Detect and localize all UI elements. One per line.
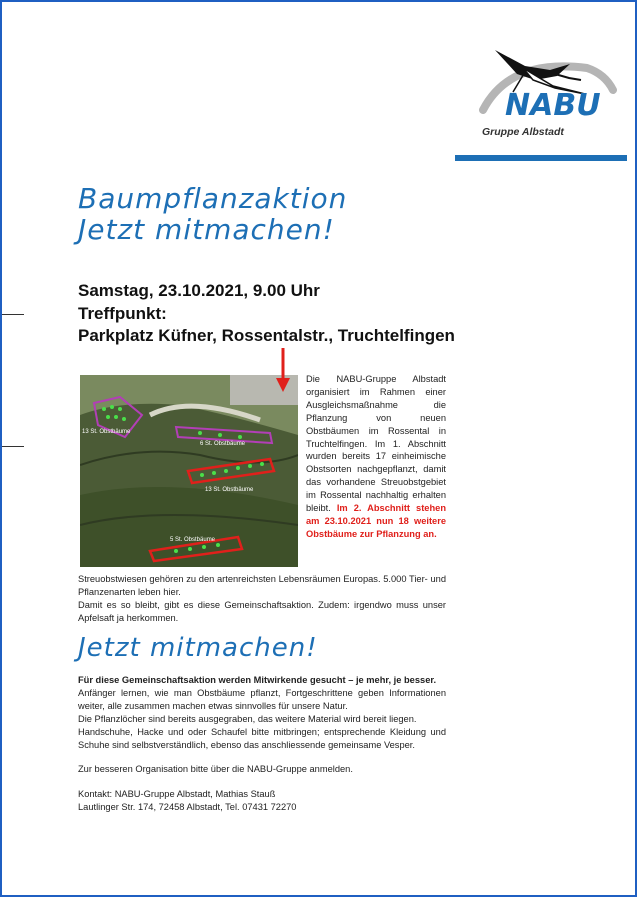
logo-wordmark: NABU [505,88,601,123]
logo-band [455,155,627,161]
map-label: 5 St. Obstbäume [170,537,216,543]
headline [78,183,347,245]
body-text [78,573,446,625]
map-label: 13 St. Obstbäume [205,487,254,493]
section-text [78,674,446,814]
headline-line-2: Jetzt mitmachen! [78,213,335,246]
contact-line-1: Kontakt: NABU-Gruppe Albstadt, Mathias Stauß [78,789,276,800]
section-paragraph-3: Handschuhe, Hacke und oder Schaufel bitte mitbringen; entsprechende Kleidung und Schuhe sind selbstverständlich, ebenso das anschliessende gemeinsame Vesper. [78,726,446,750]
body-paragraph-1: Streuobstwiesen gehören zu den artenreichsten Lebensräumen Europas. 5.000 Tier- und Pflanzenarten leben hier. [78,574,446,597]
intro-text [306,373,446,541]
crop-mark [2,446,24,447]
red-arrow-icon [276,348,290,392]
contact-line-2: Lautlinger Str. 174, 72458 Albstadt, Tel. 07431 72270 [78,802,297,813]
section-headline: Jetzt mitmachen! [78,633,318,663]
body-paragraph-2: Damit es so bleibt, gibt es diese Gemeinschaftsaktion. Zudem: irgendwo muss unser Apfelsaft ja herkommen. [78,599,446,623]
logo-group-name: Gruppe Albstadt [482,126,564,138]
section-lead: Für diese Gemeinschaftsaktion werden Mitwirkende gesucht – je mehr, je besser. [78,675,437,685]
headline-line-1: Baumpflanzaktion [78,182,348,215]
event-date-time: Samstag, 23.10.2021, 9.00 Uhr [78,281,320,300]
map-label: 6 St. Obstbäume [200,441,246,447]
map-label: 13 St. Obstbäume [82,429,131,435]
intro-highlight: Im 2. Abschnitt stehen am 23.10.2021 nun 18 weitere Obstbäume zur Pflanzung an. [306,503,446,539]
section-paragraph-2: Die Pflanzlöcher sind bereits ausgegraben, das weitere Material wird bereit liegen. [78,713,417,724]
signup-note: Zur besseren Organisation bitte über die NABU-Gruppe anmelden. [78,764,353,775]
section-paragraph-1: Anfänger lernen, wie man Obstbäume pflanzt, Fortgeschrittene geben Informationen weiter, alle zusammen machen etwas sinnvolles für unsere Natur. [78,687,446,711]
aerial-map [80,375,298,567]
crop-mark [2,314,24,315]
event-location: Parkplatz Küfner, Rossentalstr., Truchtelfingen [78,326,455,345]
event-meeting-label: Treffpunkt: [78,303,167,323]
intro-paragraph: Die NABU-Gruppe Albstadt organisiert im Rahmen einer Ausgleichsmaßnahme die Pflanzung von neuen Obstbäumen im Rossental in Truchtelfingen. Im 1. Abschnitt wurden bereits 17 einheimische Obstsorten nachgepflanzt, damit das vorhandene Streuobstgebiet im Rossental nachhaltig erhalten bleibt. [306,374,446,514]
event-info [78,280,455,348]
